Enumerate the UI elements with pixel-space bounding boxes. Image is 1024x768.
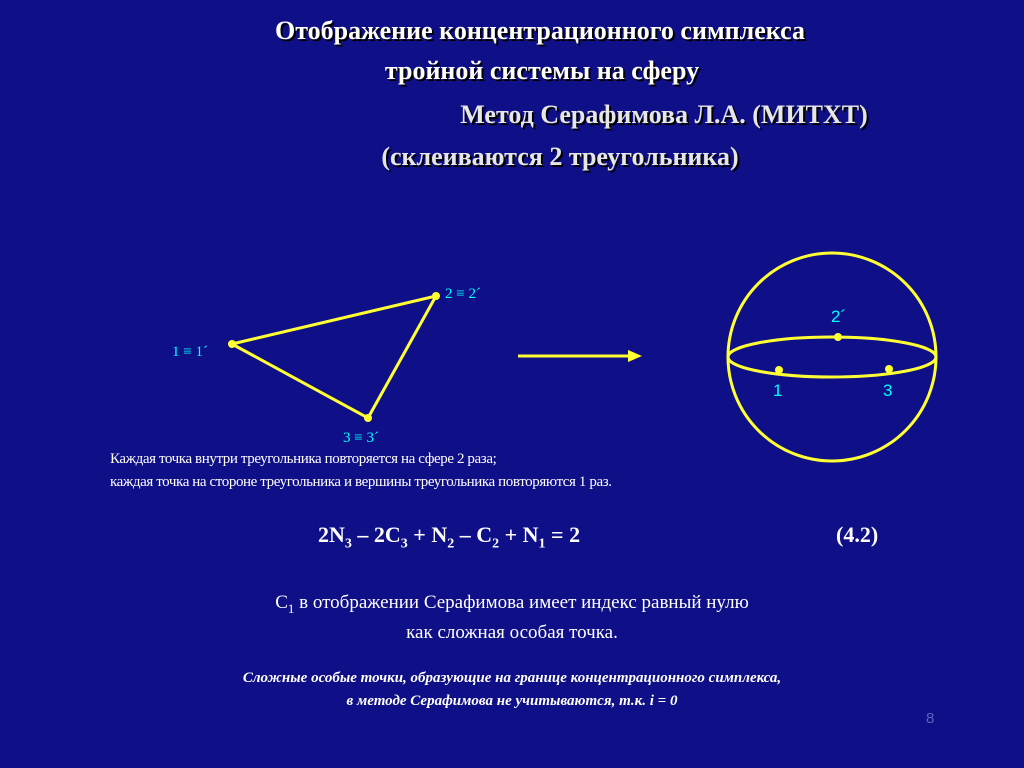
eq-part: + N <box>499 522 539 547</box>
slide-subtitle-line2: (склеиваются 2 треугольника) <box>381 142 739 171</box>
eq-sub: 3 <box>344 536 352 552</box>
page-number: 8 <box>926 710 935 727</box>
triangle <box>232 296 436 418</box>
slide-subtitle-line1: Метод Серафимова Л.А. (МИТХТ) <box>460 100 868 129</box>
eq-part: – C <box>454 522 493 547</box>
sphere-point-3 <box>885 365 893 373</box>
c1-rest: в отображении Серафимова имеет индекс равный нулю <box>294 592 749 613</box>
arrow-head-icon <box>628 350 642 362</box>
sphere-label-1: 1 <box>773 381 783 400</box>
vertex-2-label: 2 ≡ 2´ <box>445 286 481 302</box>
bottom-note-line1: Сложные особые точки, образующие на границе концентрационного симплекса, <box>242 670 782 686</box>
c1-line1 <box>0 592 1024 617</box>
triangle-vertex-3 <box>364 414 372 422</box>
c1-line2: как сложная особая точка. <box>406 622 618 643</box>
eq-sub: 1 <box>538 536 546 552</box>
sphere-outline <box>728 253 936 461</box>
eq-sub: 3 <box>400 536 408 552</box>
vertex-3-label: 3 ≡ 3´ <box>343 430 379 446</box>
bottom-note-line2: в методе Серафимова не учитываются, т.к. i = 0 <box>346 693 678 709</box>
eq-part: – 2C <box>351 522 401 547</box>
triangle-vertex-1 <box>228 340 236 348</box>
equation-number: (4.2) <box>836 522 879 547</box>
eq-part: + N <box>407 522 448 547</box>
eq-sub: 2 <box>492 536 500 552</box>
sphere-point-2 <box>834 333 842 341</box>
slide-title-line1: Отображение концентрационного симплекса <box>275 16 805 45</box>
sphere-label-2: 2´ <box>831 307 847 326</box>
c1-symbol: C <box>275 592 288 613</box>
sphere-label-3: 3 <box>883 381 893 400</box>
vertex-1-label: 1 ≡ 1´ <box>172 344 208 360</box>
eq-part: = 2 <box>545 522 581 547</box>
sphere-equator <box>728 337 936 377</box>
eq-part: 2N <box>318 522 345 547</box>
equation <box>318 522 580 552</box>
eq-sub: 2 <box>447 536 455 552</box>
sphere-point-1 <box>775 366 783 374</box>
triangle-vertex-2 <box>432 292 440 300</box>
note-line1: Каждая точка внутри треугольника повторяется на сфере 2 раза; <box>110 451 497 467</box>
c1-sub: 1 <box>287 600 295 616</box>
note-line2: каждая точка на стороне треугольника и вершины треугольника повторяются 1 раз. <box>110 474 612 490</box>
slide-title-line2: тройной системы на сферу <box>384 56 700 85</box>
